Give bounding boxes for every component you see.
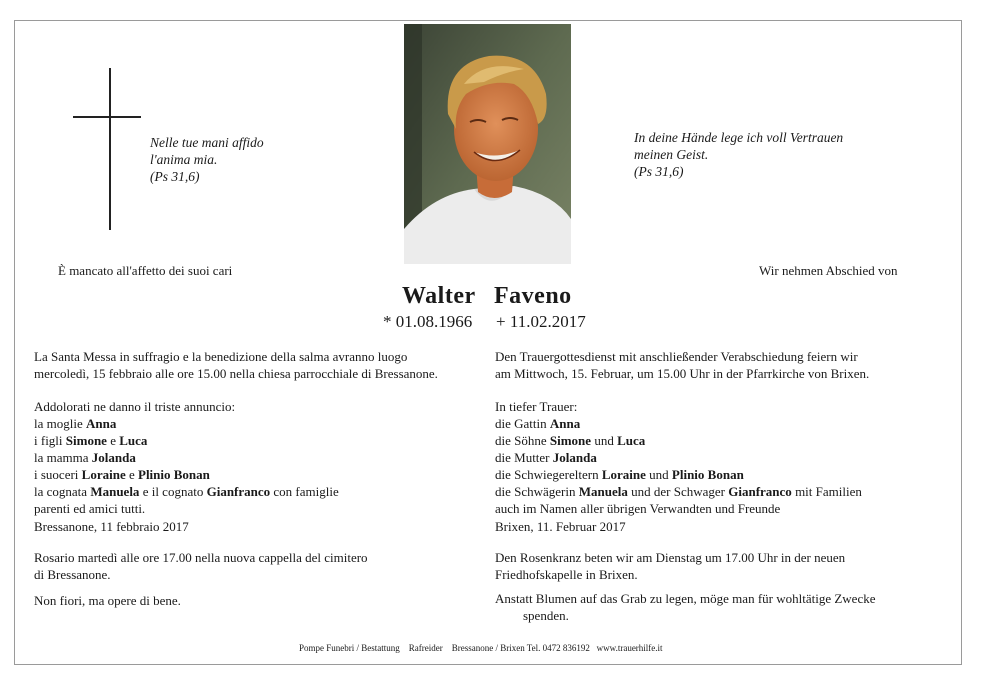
italian-mass-line2: mercoledì, 15 febbraio alle ore 15.00 nella chiesa parrocchiale di Bressanone.: [34, 366, 438, 381]
italian-inlaws-line: i suoceri Loraine e Plinio Bonan: [34, 467, 210, 482]
german-mass-notice: [495, 348, 869, 382]
intro-german: Wir nehmen Abschied von: [759, 263, 898, 278]
deceased-first-name: Walter: [402, 283, 476, 309]
wife-name: Anna: [86, 416, 117, 431]
italian-wife-line: la moglie Anna: [34, 416, 117, 431]
italian-mass-line1: La Santa Messa in suffragio e la benedizione della salma avranno luogo: [34, 349, 408, 364]
italian-siblings-inlaw-line: la cognata Manuela e il cognato Gianfranco con famiglie: [34, 484, 339, 499]
quote-italian-ref: (Ps 31,6): [150, 169, 200, 184]
german-announce: In tiefer Trauer:: [495, 399, 578, 414]
italian-announce: Addolorati ne danno il triste annuncio:: [34, 399, 236, 414]
german-place-date: Brixen, 11. Februar 2017: [495, 519, 626, 534]
german-mass-line1: Den Trauergottesdienst mit anschließender Verabschiedung feiern wir: [495, 349, 858, 364]
german-rosary: [495, 549, 845, 583]
italian-mourners: [34, 398, 339, 517]
german-relatives: auch im Namen aller übrigen Verwandten und Freunde: [495, 501, 781, 516]
german-inlaws-line: die Schwiegereltern Loraine und Plinio Bonan: [495, 467, 744, 482]
italian-place-date: Bressanone, 11 febbraio 2017: [34, 519, 189, 534]
italian-children-line: i figli Simone e Luca: [34, 433, 148, 448]
quote-italian: [150, 134, 264, 185]
italian-mother-line: la mamma Jolanda: [34, 450, 136, 465]
funeral-home-footer: Pompe Funebri / Bestattung Rafreider Bressanone / Brixen Tel. 0472 836192 www.trauerhilfe.it: [299, 643, 663, 653]
italian-relatives: parenti ed amici tutti.: [34, 501, 146, 516]
portrait-photo: [404, 24, 571, 264]
deceased-last-name: Faveno: [494, 283, 572, 309]
german-rosary-line1: Den Rosenkranz beten wir am Dienstag um 17.00 Uhr in der neuen: [495, 550, 846, 565]
german-rosary-line2: Friedhofskapelle in Brixen.: [495, 567, 638, 582]
quote-italian-line2: l'anima mia.: [150, 152, 218, 167]
birth-date: * 01.08.1966: [383, 312, 473, 331]
german-mourners: [495, 398, 862, 517]
german-wife-line: die Gattin Anna: [495, 416, 581, 431]
quote-german-ref: (Ps 31,6): [634, 164, 684, 179]
quote-german: [634, 129, 843, 180]
german-flowers-line1: Anstatt Blumen auf das Grab zu legen, möge man für wohltätige Zwecke: [495, 591, 876, 606]
german-children-line: die Söhne Simone und Luca: [495, 433, 646, 448]
quote-german-line1: In deine Hände lege ich voll Vertrauen: [634, 130, 844, 145]
german-mass-line2: am Mittwoch, 15. Februar, um 15.00 Uhr in der Pfarrkirche von Brixen.: [495, 366, 870, 381]
german-flowers: [495, 590, 876, 624]
german-siblings-inlaw-line: die Schwägerin Manuela und der Schwager Gianfranco mit Familien: [495, 484, 862, 499]
quote-german-line2: meinen Geist.: [634, 147, 709, 162]
death-date: + 11.02.2017: [496, 312, 586, 331]
italian-rosary-line1: Rosario martedì alle ore 17.00 nella nuova cappella del cimitero: [34, 550, 368, 565]
intro-italian: È mancato all'affetto dei suoi cari: [58, 263, 233, 278]
italian-mass-notice: [34, 348, 438, 382]
german-flowers-line2: spenden.: [523, 608, 569, 623]
german-mother-line: die Mutter Jolanda: [495, 450, 597, 465]
quote-italian-line1: Nelle tue mani affido: [150, 135, 264, 150]
italian-flowers: Non fiori, ma opere di bene.: [34, 593, 181, 608]
italian-rosary: [34, 549, 368, 583]
italian-rosary-line2: di Bressanone.: [34, 567, 111, 582]
